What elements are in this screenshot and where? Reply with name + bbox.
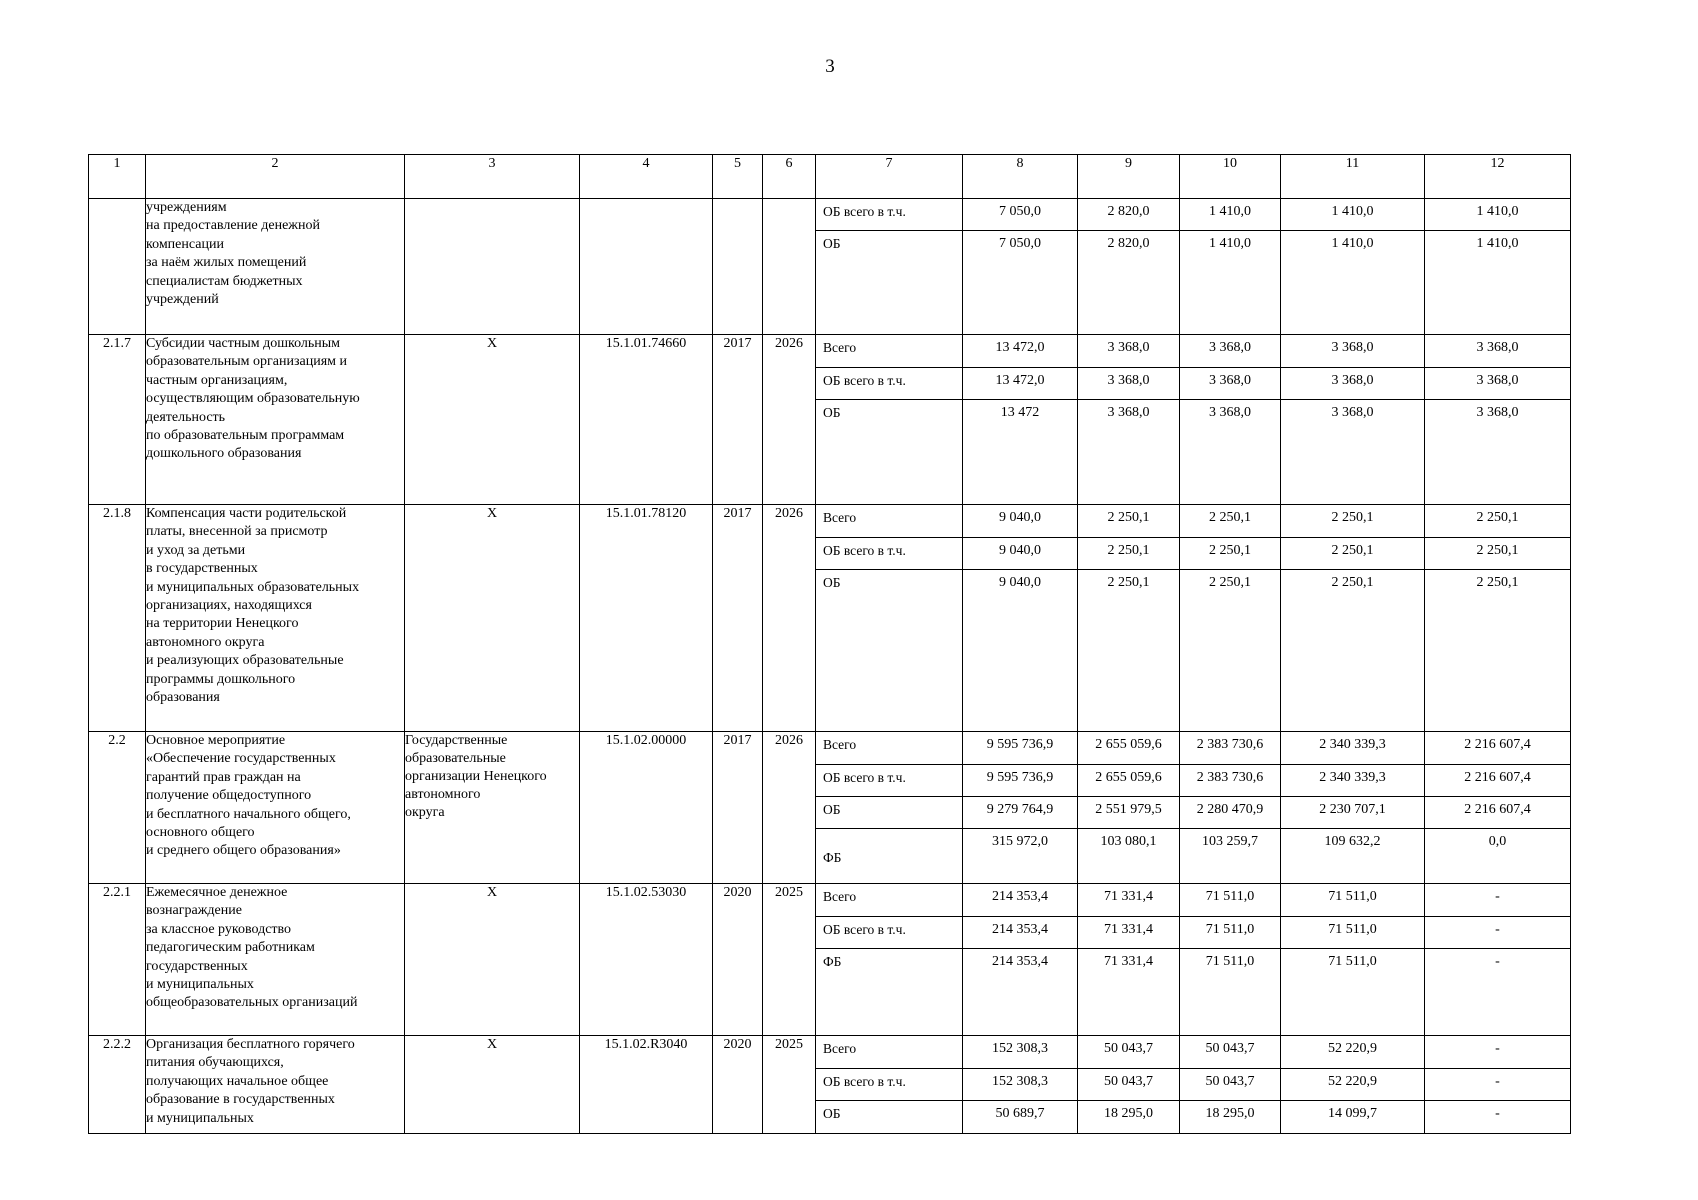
item-number [89,199,146,335]
amount-value: 2 250,1 [1107,510,1150,525]
responsible-line: округа [405,805,445,820]
amount-value: 13 472 [963,399,1077,504]
responsible-executor [405,505,580,732]
amount-value: 2 216 607,4 [1425,796,1570,828]
budget-code [580,199,713,335]
description-line: получение общедоступного [146,788,312,804]
start-year: 2017 [713,505,763,732]
amount-value: 9 279 764,9 [963,796,1077,828]
amount-value: 103 080,1 [1078,828,1179,883]
table-row [89,732,1571,884]
amount-value: 50 043,7 [1104,1041,1153,1056]
amount-value: 2 250,1 [1078,537,1179,569]
funding-source-cell [816,335,963,505]
amount-cell [1281,505,1425,732]
amount-value: 50 043,7 [1180,1068,1280,1100]
funding-source: Всего [823,340,857,355]
description-line: питания обучающихся, [146,1055,284,1071]
start-year: 2017 [713,732,763,884]
amount-value: 2 250,1 [1180,537,1280,569]
amount-cell [1281,335,1425,505]
description-line: и муниципальных образовательных [146,579,360,595]
funding-source: Всего [823,737,857,752]
amount-value: 52 220,9 [1281,1068,1424,1100]
description-line: получающих начальное общее [146,1073,329,1089]
amount-value: 9 040,0 [963,537,1077,569]
amount-value: 1 410,0 [1209,204,1251,219]
funding-source-cell [816,884,963,1036]
start-year [713,199,763,335]
amount-value: 9 040,0 [963,569,1077,731]
col-header: 8 [963,155,1078,199]
col-header: 10 [1180,155,1281,199]
amount-value: 3 368,0 [1281,367,1424,399]
funding-source-cell [816,1036,963,1134]
amount-value: 2 250,1 [1078,569,1179,731]
table-row [89,884,1571,1036]
col-header: 11 [1281,155,1425,199]
description-line: образовательным организациям и [146,354,347,370]
amount-cell [1180,1036,1281,1134]
col-header: 2 [146,155,405,199]
item-description [146,199,405,335]
amount-value: 14 099,7 [1281,1100,1424,1133]
item-description [146,505,405,732]
amount-cell [963,199,1078,335]
amount-value: 214 353,4 [963,948,1077,1035]
amount-cell [1078,884,1180,1036]
start-year: 2020 [713,884,763,1036]
amount-value: 71 511,0 [1180,916,1280,948]
amount-value: 3 368,0 [1425,367,1570,399]
amount-cell [1425,884,1571,1036]
amount-value: - [1425,916,1570,948]
amount-value: 2 655 059,6 [1095,737,1162,752]
amount-value: 2 250,1 [1425,569,1570,731]
funding-source: ОБ [816,230,962,334]
table-row [89,335,1571,505]
amount-value: 9 040,0 [999,510,1041,525]
amount-value: 71 331,4 [1104,889,1153,904]
amount-value: 315 972,0 [963,828,1077,883]
amount-value: 71 331,4 [1078,948,1179,1035]
amount-value: 152 308,3 [992,1041,1048,1056]
amount-value: 2 340 339,3 [1319,737,1386,752]
amount-cell [1425,335,1571,505]
amount-value: 214 353,4 [992,889,1048,904]
amount-cell [1281,199,1425,335]
description-line: Основное мероприятие [146,733,286,748]
amount-value: - [1425,1068,1570,1100]
amount-value: 2 250,1 [1476,510,1519,525]
end-year: 2026 [763,505,816,732]
amount-value: 2 250,1 [1209,510,1251,525]
amount-value: 103 259,7 [1180,828,1280,883]
funding-source: ОБ всего в т.ч. [816,1068,962,1100]
budget-code: 15.1.02.00000 [580,732,713,884]
amount-value: 13 472,0 [963,367,1077,399]
funding-source: Всего [823,1041,857,1056]
amount-value: 50 043,7 [1078,1068,1179,1100]
amount-cell [1180,884,1281,1036]
page-number: 3 [825,56,835,77]
item-description [146,1036,405,1134]
description-line: педагогическим работникам [146,940,315,956]
amount-value: 7 050,0 [963,230,1077,334]
description-line: программы дошкольного [146,671,296,687]
responsible-line: Х [486,506,498,521]
amount-value: 3 368,0 [1107,340,1150,355]
amount-cell [1281,884,1425,1036]
item-description [146,335,405,505]
amount-cell [1281,1036,1425,1134]
amount-value: 52 220,9 [1328,1041,1377,1056]
amount-value: 3 368,0 [1209,340,1251,355]
amount-value: 3 368,0 [1281,399,1424,504]
description-line: Субсидии частным дошкольным [146,336,341,351]
description-line: и бесплатного начального общего, [146,806,351,822]
amount-cell [1180,335,1281,505]
description-line: «Обеспечение государственных [146,751,336,767]
description-line: платы, внесенной за присмотр [146,524,328,540]
amount-value: 2 383 730,6 [1180,764,1280,796]
funding-source: ОБ всего в т.ч. [816,367,962,399]
amount-value: 3 368,0 [1331,340,1374,355]
item-number: 2.2.2 [89,1036,146,1134]
end-year: 2026 [763,732,816,884]
amount-value: 71 511,0 [1205,889,1255,904]
amount-value: 71 331,4 [1078,916,1179,948]
amount-cell [963,732,1078,884]
start-year: 2017 [713,335,763,505]
amount-value: - [1425,948,1570,1035]
description-line: на предоставление денежной [146,218,320,234]
end-year: 2026 [763,335,816,505]
description-line: деятельность [146,409,226,425]
description-line: вознаграждение [146,903,242,919]
item-description [146,732,405,884]
description-line: и уход за детьми [146,542,246,558]
budget-code: 15.1.01.78120 [580,505,713,732]
funding-source: ФБ [816,948,962,1035]
amount-value: 3 368,0 [1078,367,1179,399]
amount-cell [963,505,1078,732]
amount-cell [963,1036,1078,1134]
funding-source: ОБ [816,796,962,828]
amount-value: 2 250,1 [1281,537,1424,569]
amount-value: 1 410,0 [1331,204,1374,219]
funding-source-cell [816,505,963,732]
budget-code: 15.1.02.53030 [580,884,713,1036]
amount-cell [1281,732,1425,884]
description-line: Ежемесячное денежное [146,885,288,900]
amount-value: 71 511,0 [1281,948,1424,1035]
end-year [763,199,816,335]
funding-source: ОБ [816,1100,962,1133]
funding-source: Всего [823,889,857,904]
description-line: за классное руководство [146,921,292,937]
description-line: Организация бесплатного горячего [146,1037,355,1052]
responsible-executor [405,732,580,884]
amount-cell [1180,505,1281,732]
responsible-line: Х [486,336,498,351]
amount-value: 2 230 707,1 [1281,796,1424,828]
amount-value: 2 250,1 [1331,510,1374,525]
amount-value: 2 383 730,6 [1196,737,1264,752]
item-number: 2.2.1 [89,884,146,1036]
amount-value: 152 308,3 [963,1068,1077,1100]
col-header: 9 [1078,155,1180,199]
amount-cell [1425,1036,1571,1134]
description-line: и муниципальных [146,977,254,993]
amount-value: 1 410,0 [1281,230,1424,334]
amount-cell [1078,732,1180,884]
table-row [89,1036,1571,1134]
description-line: компенсации [146,236,224,252]
funding-source: ОБ всего в т.ч. [816,916,962,948]
description-line: и среднего общего образования» [146,843,341,859]
amount-value: 18 295,0 [1180,1100,1280,1133]
amount-value: 2 820,0 [1078,230,1179,334]
description-line: образование в государственных [146,1092,335,1108]
header-row [89,155,1571,199]
amount-cell [1425,505,1571,732]
amount-value: 2 216 607,4 [1425,764,1570,796]
description-line: учреждений [146,292,219,308]
description-line: Компенсация части родительской [146,506,347,521]
amount-cell [1078,505,1180,732]
amount-value: 71 511,0 [1328,889,1377,904]
amount-value: 109 632,2 [1281,828,1424,883]
amount-value: 2 250,1 [1425,537,1570,569]
table-row [89,505,1571,732]
amount-value: 2 551 979,5 [1078,796,1179,828]
responsible-executor [405,884,580,1036]
amount-value: 13 472,0 [995,340,1045,355]
amount-value: - [1495,1041,1500,1056]
amount-value: 1 410,0 [1180,230,1280,334]
amount-value: 7 050,0 [999,204,1041,219]
col-header: 7 [816,155,963,199]
amount-value: 9 595 736,9 [986,737,1054,752]
funding-source: ОБ [816,569,962,731]
amount-value: 2 820,0 [1107,204,1150,219]
col-header: 4 [580,155,713,199]
description-line: частным организациям, [146,372,288,388]
description-line: государственных [146,958,248,974]
amount-value: 214 353,4 [963,916,1077,948]
amount-value: 1 410,0 [1425,230,1570,334]
amount-value: 9 595 736,9 [963,764,1077,796]
col-header: 6 [763,155,816,199]
amount-cell [1425,199,1571,335]
amount-value: 2 250,1 [1180,569,1280,731]
amount-value: 1 410,0 [1476,204,1519,219]
col-header: 1 [89,155,146,199]
amount-cell [963,335,1078,505]
description-line: осуществляющим образовательную [146,391,360,407]
description-line: автономного округа [146,634,265,650]
program-budget-table [88,154,1571,1134]
description-line: в государственных [146,561,258,577]
funding-source: ОБ [816,399,962,504]
amount-cell [1078,335,1180,505]
col-header: 5 [713,155,763,199]
responsible-line: Государственные [405,733,508,748]
description-line: по образовательным программам [146,428,345,444]
responsible-executor [405,199,580,335]
description-line: учреждениям [146,200,227,215]
amount-value: 3 368,0 [1425,399,1570,504]
funding-source: ОБ всего в т.ч. [823,204,906,219]
description-line: на территории Ненецкого [146,616,299,632]
funding-source: ОБ всего в т.ч. [816,537,962,569]
description-line: специалистам бюджетных [146,273,303,289]
amount-value: 71 511,0 [1180,948,1280,1035]
amount-value: 2 250,1 [1281,569,1424,731]
description-line: гарантий прав граждан на [146,769,301,785]
budget-code: 15.1.02.R3040 [580,1036,713,1134]
funding-source: ОБ всего в т.ч. [816,764,962,796]
responsible-line: организации Ненецкого [405,769,547,784]
amount-value: 50 043,7 [1205,1041,1255,1056]
amount-value: - [1495,889,1500,904]
description-line: и реализующих образовательные [146,653,344,669]
funding-source: Всего [823,510,857,525]
responsible-line: Х [486,885,498,900]
table-row [89,199,1571,335]
amount-value: 50 689,7 [963,1100,1077,1133]
amount-value: 2 340 339,3 [1281,764,1424,796]
budget-code: 15.1.01.74660 [580,335,713,505]
end-year: 2025 [763,1036,816,1134]
description-line: общеобразовательных организаций [146,995,358,1011]
end-year: 2025 [763,884,816,1036]
amount-value: 3 368,0 [1180,399,1280,504]
amount-cell [1180,732,1281,884]
amount-value: 2 655 059,6 [1078,764,1179,796]
description-line: дошкольного образования [146,446,302,462]
description-line: организациях, находящихся [146,598,312,614]
amount-value: - [1425,1100,1570,1133]
amount-value: 3 368,0 [1180,367,1280,399]
responsible-executor [405,335,580,505]
col-header: 3 [405,155,580,199]
funding-source-cell [816,732,963,884]
description-line: образования [146,690,220,706]
amount-cell [1180,199,1281,335]
amount-value: 2 280 470,9 [1180,796,1280,828]
amount-cell [1425,732,1571,884]
amount-value: 2 216 607,4 [1464,737,1531,752]
responsible-line: Х [486,1037,498,1052]
item-number: 2.1.8 [89,505,146,732]
amount-value: 3 368,0 [1078,399,1179,504]
amount-cell [1078,199,1180,335]
item-number: 2.1.7 [89,335,146,505]
description-line: основного общего [146,825,255,841]
item-number: 2.2 [89,732,146,884]
item-description [146,884,405,1036]
amount-value: 0,0 [1425,828,1570,883]
responsible-line: образовательные [405,751,506,766]
amount-value: 71 511,0 [1281,916,1424,948]
start-year: 2020 [713,1036,763,1134]
amount-cell [1078,1036,1180,1134]
col-header: 12 [1425,155,1571,199]
responsible-executor [405,1036,580,1134]
amount-cell [963,884,1078,1036]
responsible-line: автономного [405,787,481,802]
amount-value: 3 368,0 [1476,340,1519,355]
funding-source-cell [816,199,963,335]
amount-value: 18 295,0 [1078,1100,1179,1133]
description-line: за наём жилых помещений [146,255,307,271]
funding-source: ФБ [816,828,962,883]
description-line: и муниципальных [146,1110,254,1126]
